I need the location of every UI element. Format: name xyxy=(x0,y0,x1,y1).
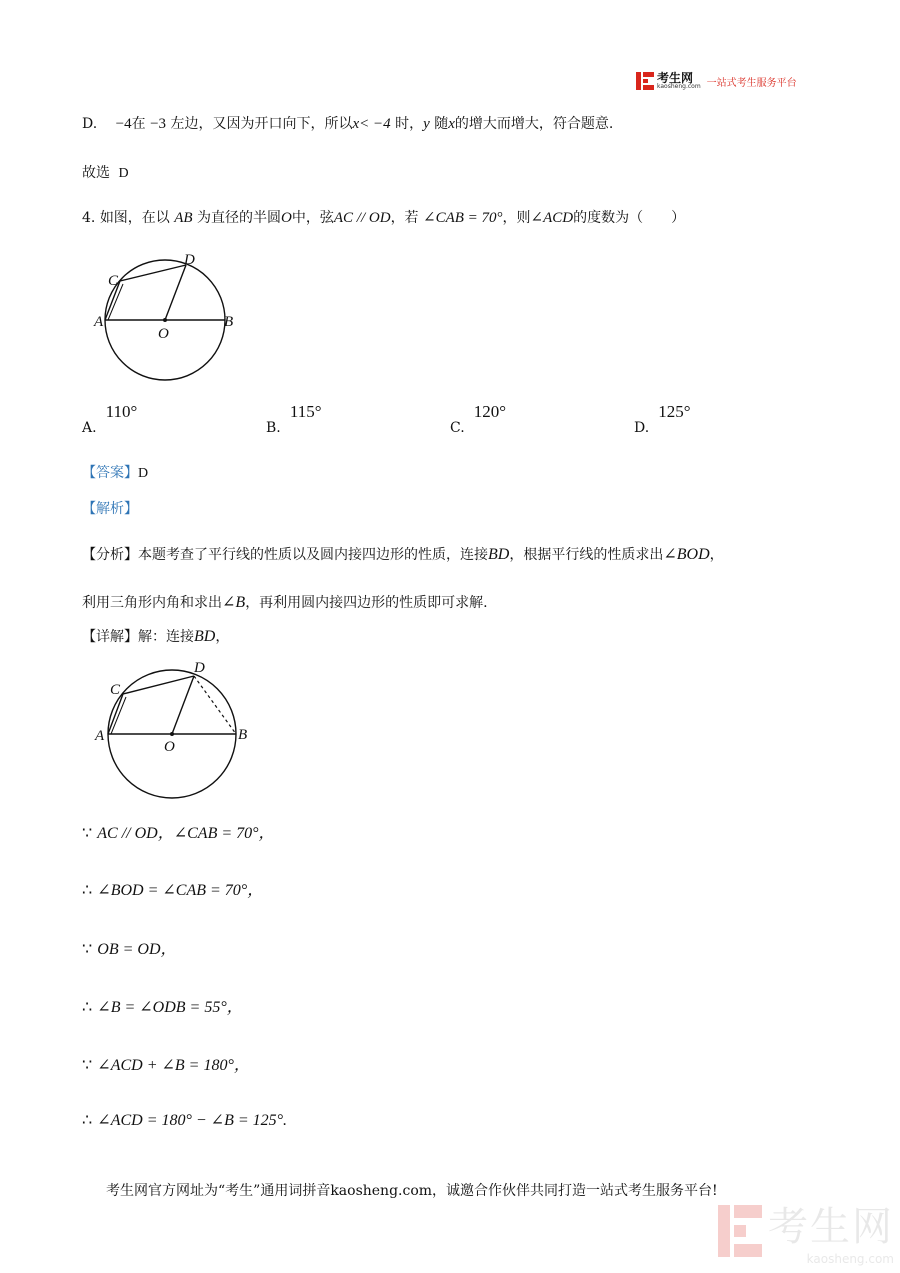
text: ， xyxy=(215,629,230,645)
text: 随 xyxy=(434,116,449,132)
math-o: O xyxy=(281,210,292,226)
kaosheng-logo-icon xyxy=(636,72,654,90)
option-value: 110° xyxy=(105,402,138,421)
text: ， xyxy=(709,547,724,563)
step-expr: ∠ACD + ∠B = 180°， xyxy=(97,1057,250,1074)
radius-od xyxy=(165,265,186,320)
option-value: 120° xyxy=(473,402,507,421)
choose-line xyxy=(82,162,129,182)
answer-line xyxy=(82,462,148,482)
math-angle-bod: ∠BOD xyxy=(663,546,710,563)
text: 中，弦 xyxy=(291,210,334,226)
choose-value: D xyxy=(118,166,129,181)
text: ，再利用圆内接四边形的性质即可求解. xyxy=(245,595,488,611)
step-3 xyxy=(82,936,177,959)
watermark-en: kaosheng.com xyxy=(806,1252,894,1266)
detail-line xyxy=(82,626,229,646)
radius-od xyxy=(172,676,194,734)
therefore-symbol: ∴ xyxy=(82,999,93,1016)
fenxi-label: 【分析】 xyxy=(82,547,138,563)
therefore-symbol: ∴ xyxy=(82,882,93,899)
text: ，若 xyxy=(390,210,419,226)
math-ineq: x< −4 xyxy=(352,116,391,132)
step-expr: ∠B = ∠ODB = 55°， xyxy=(97,999,243,1016)
answer-label: 【答案】 xyxy=(82,465,138,481)
footer-text: 考生网官方网址为“考生”通用词拼音kaosheng.com，诚邀合作伙伴共同打造一站式考生服务平台! xyxy=(106,1183,718,1199)
option-value: 115° xyxy=(289,402,322,421)
math-neg3: −3 xyxy=(150,116,167,132)
math-x: x xyxy=(448,116,455,132)
text: 的增大而增大，符合题意. xyxy=(454,116,614,132)
label-d: D xyxy=(194,660,205,676)
text: 如图，在以 xyxy=(99,210,170,226)
label-o: O xyxy=(158,326,169,342)
step-5 xyxy=(82,1052,250,1075)
because-symbol: ∵ xyxy=(82,825,93,842)
watermark xyxy=(718,1195,894,1266)
math-neg4: −4 xyxy=(115,116,132,132)
option-c[interactable] xyxy=(450,402,507,436)
text: 左边，又因为开口向下，所以 xyxy=(170,116,353,132)
option-letter: C. xyxy=(450,420,465,436)
header-slogan: 一站式考生服务平台 xyxy=(706,77,797,89)
label-o: O xyxy=(164,739,175,755)
center-point xyxy=(163,318,167,322)
solution-figure xyxy=(90,656,255,801)
step-2 xyxy=(82,877,263,900)
question-figure xyxy=(90,246,240,381)
chord-ac-inner xyxy=(108,284,123,320)
label-a: A xyxy=(95,728,105,744)
header-logo xyxy=(636,72,797,90)
option-value: 125° xyxy=(658,402,691,421)
option-b[interactable] xyxy=(266,402,322,436)
step-expr: OB = OD， xyxy=(97,941,177,958)
center-point xyxy=(170,732,174,736)
text: 为直径的半圆 xyxy=(197,210,282,226)
chords-ac-cd xyxy=(108,676,194,734)
therefore-symbol: ∴ xyxy=(82,1112,93,1129)
option-letter: D. xyxy=(634,420,650,436)
step-expr: ∠BOD = ∠CAB = 70°， xyxy=(97,882,264,899)
fenxi-line-1 xyxy=(82,544,724,564)
math-angle-b: ∠B xyxy=(222,594,246,611)
label-b: B xyxy=(224,314,234,330)
math-ab: AB xyxy=(174,210,193,226)
chord-ac-inner xyxy=(111,697,126,734)
text: 解：连接 xyxy=(138,629,194,645)
text: 的度数为（ ） xyxy=(573,210,686,226)
choose-label: 故选 xyxy=(82,165,110,181)
logo-domain: kaosheng.com xyxy=(657,83,701,90)
math-bd: BD xyxy=(488,546,510,563)
because-symbol: ∵ xyxy=(82,941,93,958)
label-a: A xyxy=(94,314,104,330)
detail-label: 【详解】 xyxy=(82,629,138,645)
fenxi-line-2 xyxy=(82,592,488,612)
option-a[interactable] xyxy=(82,402,138,436)
text: 本题考查了平行线的性质以及圆内接四边形的性质，连接 xyxy=(138,547,488,563)
step-expr: AC // OD，∠CAB = 70°， xyxy=(97,825,275,842)
math-parallel: AC // OD xyxy=(333,210,391,226)
because-symbol: ∵ xyxy=(82,1057,93,1074)
watermark-cn: 考生网 xyxy=(768,1204,894,1250)
option-d[interactable] xyxy=(634,402,691,436)
question-number: 4. xyxy=(82,210,96,226)
math-angle-acd: ∠ACD xyxy=(530,210,574,226)
text: ，根据平行线的性质求出 xyxy=(509,547,664,563)
analysis-label: 【解析】 xyxy=(82,501,138,517)
step-1 xyxy=(82,820,275,843)
math-y: y xyxy=(423,116,430,132)
step-4 xyxy=(82,994,243,1017)
math-bd: BD xyxy=(194,628,216,645)
option-letter: A. xyxy=(82,420,97,436)
question-stem xyxy=(82,207,685,227)
text: 时， xyxy=(395,116,424,132)
step-expr: ∠ACD = 180° − ∠B = 125°. xyxy=(97,1112,288,1129)
text: ，则 xyxy=(502,210,531,226)
step-6 xyxy=(82,1110,287,1130)
text: 利用三角形内角和求出 xyxy=(82,595,222,611)
math-angle-cab: ∠CAB = 70° xyxy=(423,210,503,226)
label-b: B xyxy=(238,727,248,743)
answer-value: D xyxy=(138,466,149,481)
text: 在 xyxy=(131,116,146,132)
logo-name: 考生网 xyxy=(657,71,694,85)
label-d: D xyxy=(184,252,195,268)
option-letter: D. xyxy=(82,116,98,132)
label-c: C xyxy=(110,682,121,698)
kaosheng-watermark-icon xyxy=(718,1205,762,1257)
option-letter: B. xyxy=(266,420,281,436)
label-c: C xyxy=(108,273,119,289)
prev-solution-line xyxy=(82,113,613,133)
